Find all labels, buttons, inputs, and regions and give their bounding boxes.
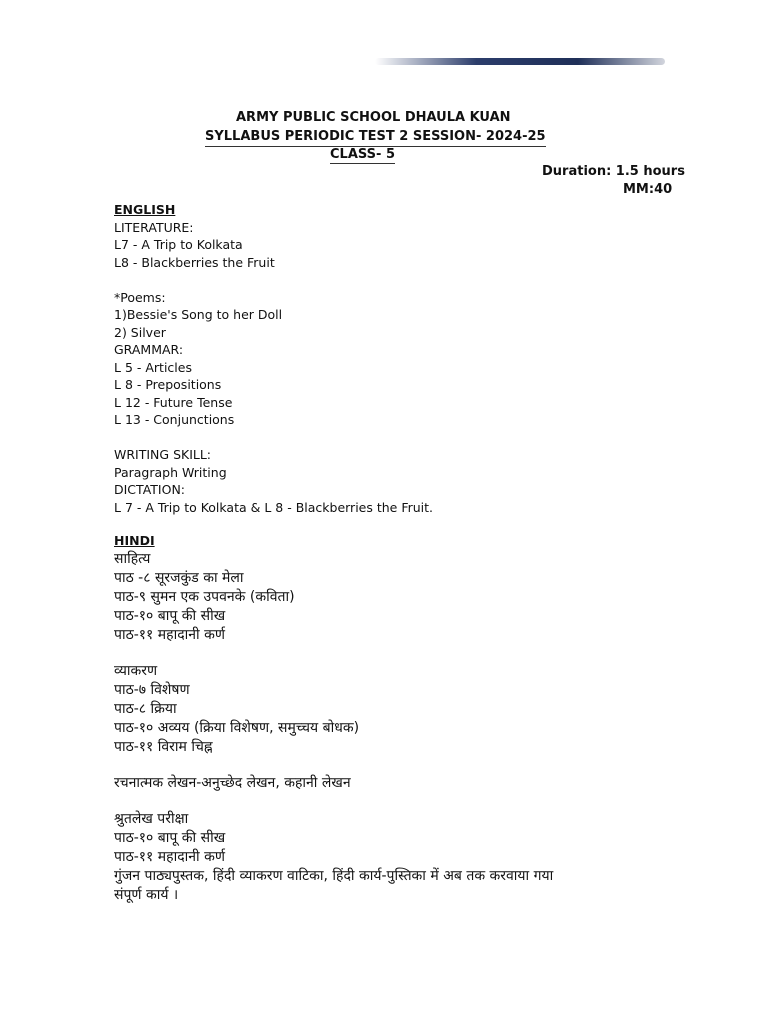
note-line: गुंजन पाठ्यपुस्तक, हिंदी व्याकरण वाटिका, हिंदी कार्य-पुस्तिका में अब तक करवाया गया xyxy=(114,868,554,884)
vyakaran-item: पाठ-८ क्रिया xyxy=(114,701,177,717)
hindi-section xyxy=(114,531,553,905)
vyakaran-item: पाठ-७ विशेषण xyxy=(114,682,190,698)
duration-text: Duration: 1.5 hours xyxy=(542,164,685,179)
sahitya-label: साहित्य xyxy=(114,551,151,567)
literature-item: L7 - A Trip to Kolkata xyxy=(114,237,243,252)
poem-item: 2) Silver xyxy=(114,324,166,340)
poems-label: *Poems: xyxy=(114,289,166,305)
school-name: ARMY PUBLIC SCHOOL DHAULA KUAN xyxy=(236,110,511,125)
english-section xyxy=(114,201,433,516)
shrutlekh-item: पाठ-१० बापू की सीख xyxy=(114,830,226,846)
grammar-label: GRAMMAR: xyxy=(114,342,184,357)
grammar-item: L 12 - Future Tense xyxy=(114,394,233,410)
shrutlekh-item: पाठ-११ महादानी कर्ण xyxy=(114,849,225,865)
sahitya-item: पाठ-११ महादानी कर्ण xyxy=(114,627,225,643)
hindi-heading: HINDI xyxy=(114,533,155,548)
session-title: SYLLABUS PERIODIC TEST 2 SESSION- 2024-25 xyxy=(205,129,546,147)
grammar-item: L 8 - Prepositions xyxy=(114,377,222,392)
note-line: संपूर्ण कार्य । xyxy=(114,887,179,903)
literature-item: L8 - Blackberries the Fruit xyxy=(114,254,275,270)
vyakaran-label: व्याकरण xyxy=(114,663,158,679)
poem-item: 1)Bessie's Song to her Doll xyxy=(114,307,283,322)
writing-label: WRITING SKILL: xyxy=(114,447,212,462)
grammar-item: L 5 - Articles xyxy=(114,359,192,375)
dictation-item: L 7 - A Trip to Kolkata & L 8 - Blackberries the Fruit. xyxy=(114,499,434,515)
scan-mark xyxy=(375,58,665,65)
max-marks-text: MM:40 xyxy=(623,182,673,197)
sahitya-item: पाठ-१० बापू की सीख xyxy=(114,608,226,624)
class-title: CLASS- 5 xyxy=(330,147,395,162)
shrutlekh-label: श्रुतलेख परीक्षा xyxy=(114,811,189,827)
rachnatmak-line: रचनात्मक लेखन-अनुच्छेद लेखन, कहानी लेखन xyxy=(114,775,351,791)
sahitya-item: पाठ-९ सुमन एक उपवनके (कविता) xyxy=(114,589,295,605)
english-heading: ENGLISH xyxy=(114,202,176,217)
vyakaran-item: पाठ-१० अव्यय (क्रिया विशेषण, समुच्चय बोधक) xyxy=(114,720,360,736)
vyakaran-item: पाठ-११ विराम चिह्न xyxy=(114,739,213,755)
sahitya-item: पाठ -८ सूरजकुंड का मेला xyxy=(114,570,244,586)
writing-item: Paragraph Writing xyxy=(114,464,227,480)
literature-label: LITERATURE: xyxy=(114,219,194,235)
dictation-label: DICTATION: xyxy=(114,482,186,497)
grammar-item: L 13 - Conjunctions xyxy=(114,412,235,427)
